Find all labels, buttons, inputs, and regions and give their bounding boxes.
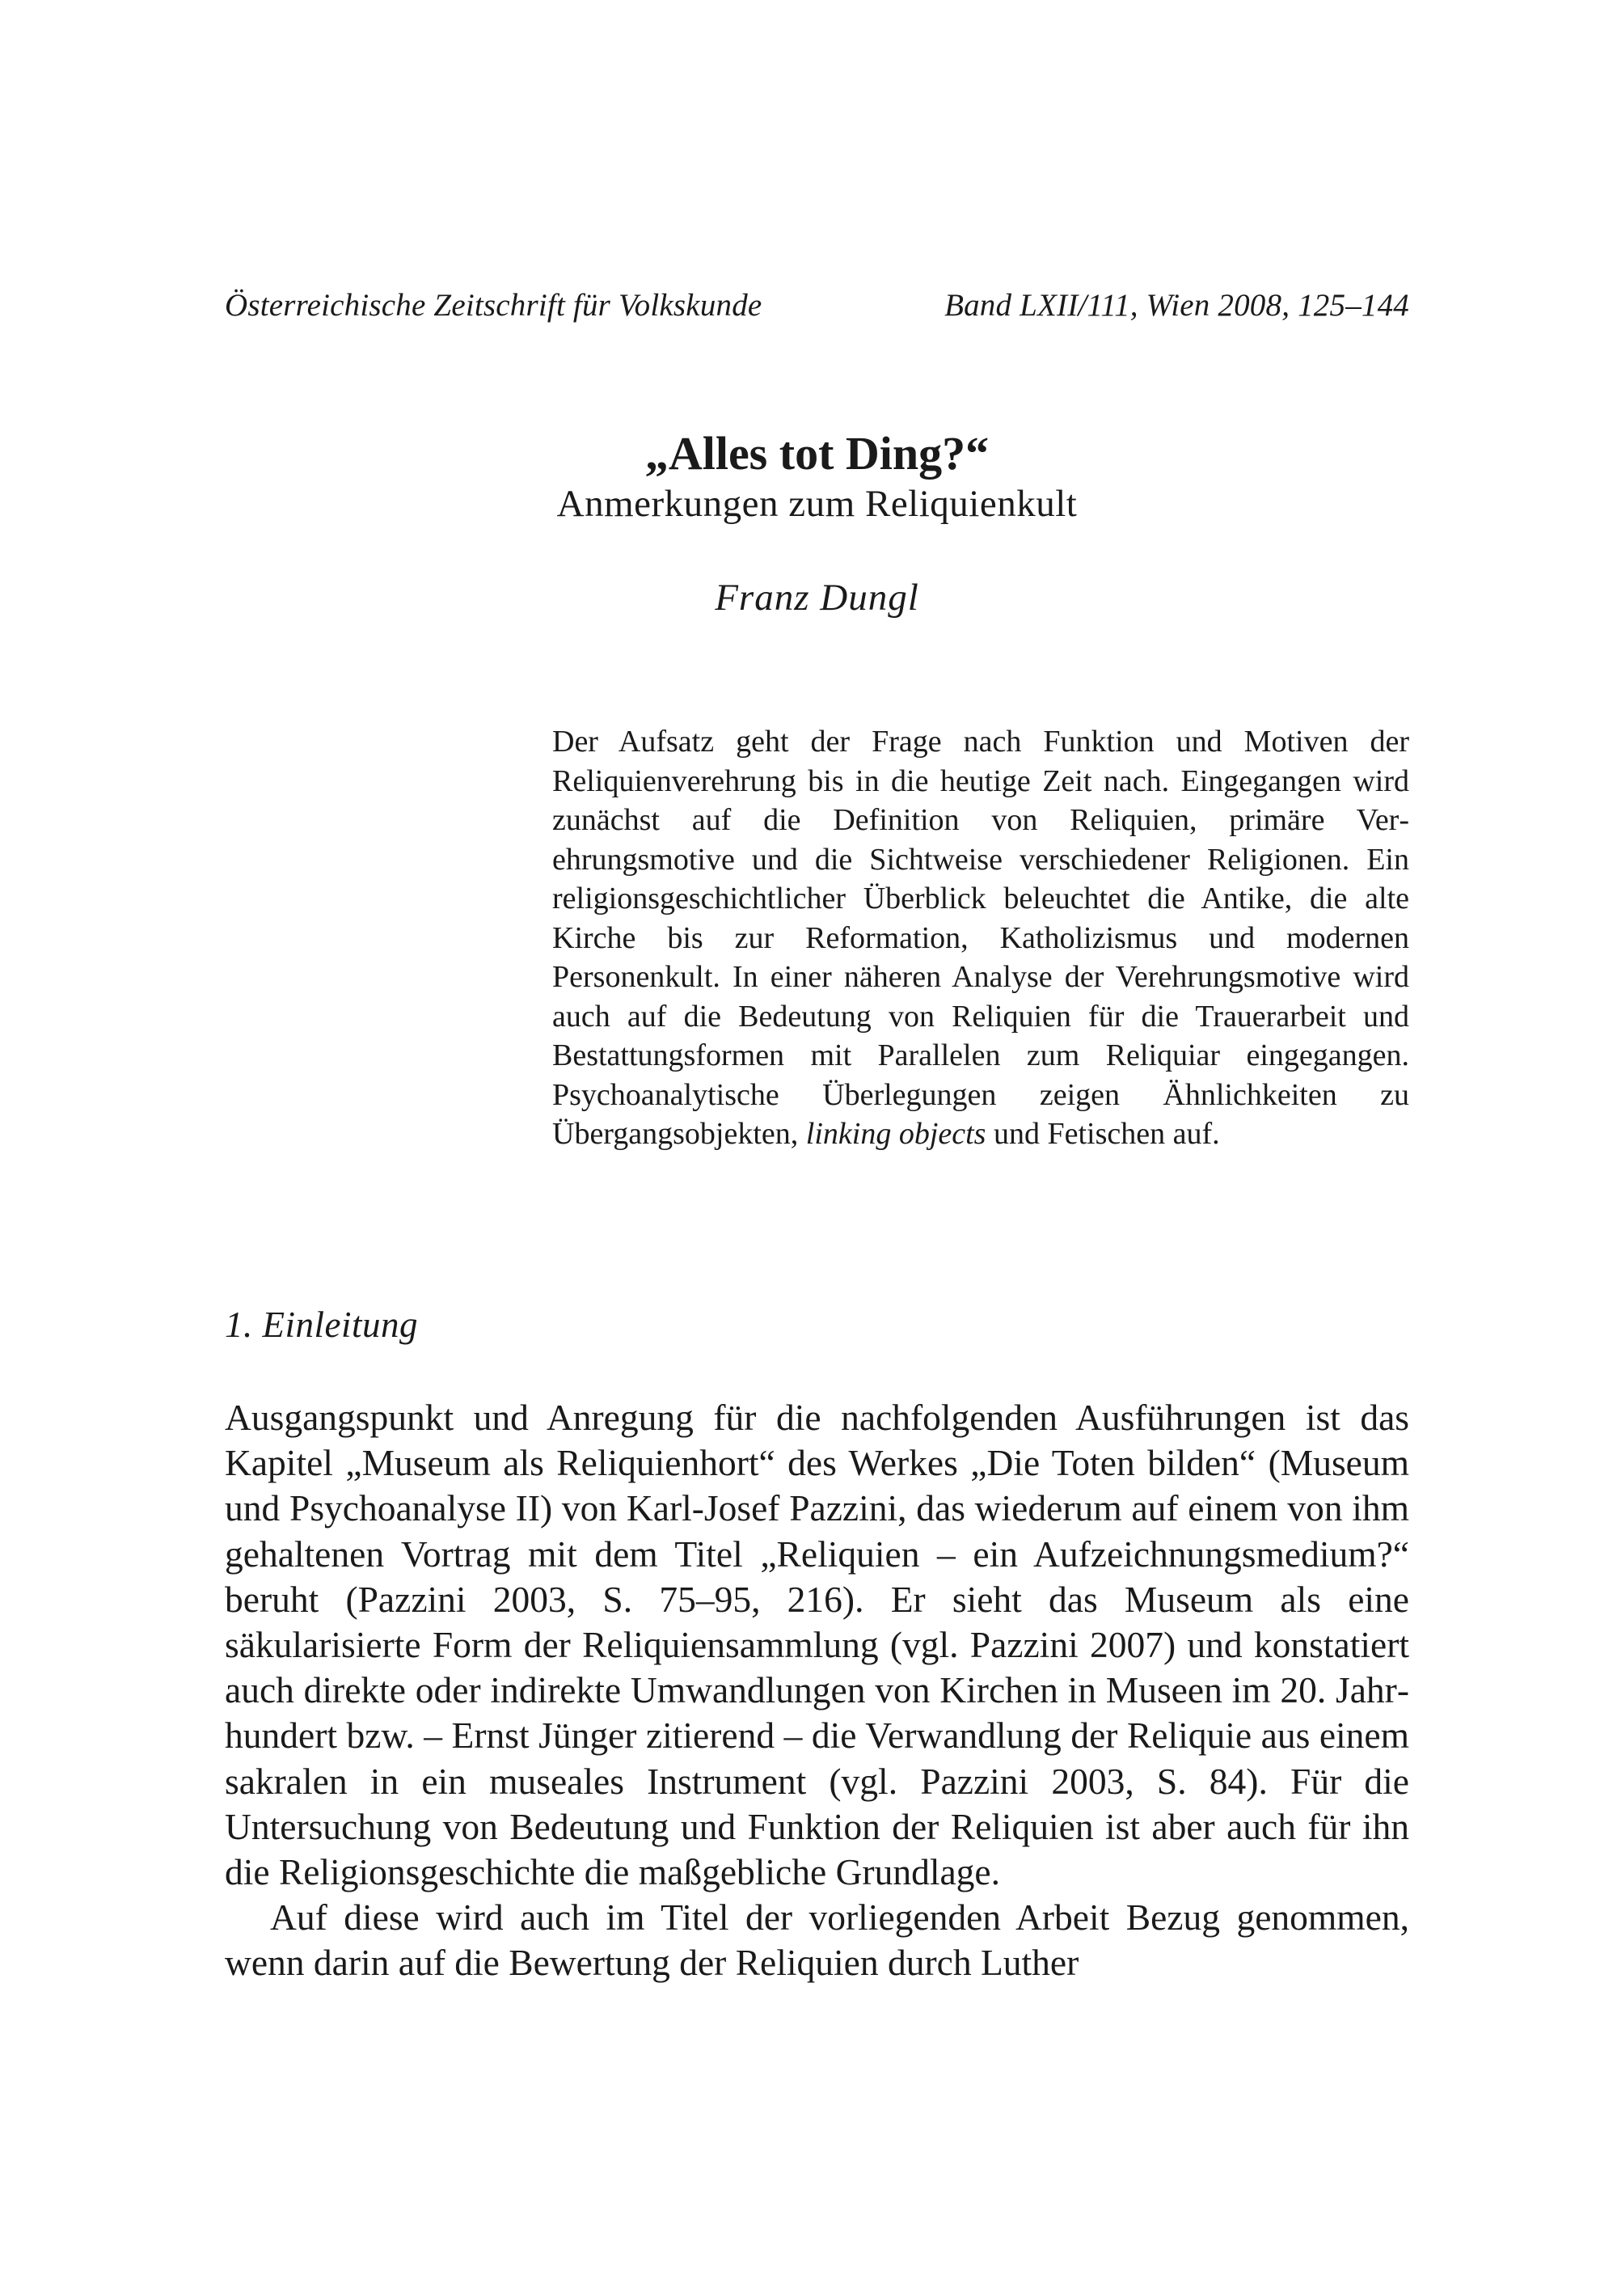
title-block — [225, 427, 1409, 527]
section-heading: 1. Einleitung — [225, 1304, 418, 1345]
abstract-paragraph — [552, 722, 1409, 1154]
abstract-text: Der Aufsatz geht der Frage nach Funktion und Motiven der Reliquienverehrung bis in die heutige Zeit nach. Eingegangen wird zunächst auf die Definition von Reliquien, primäre Verehrungsmotive und die Sichtweise verschiedener Religionen. Ein religionsgeschichtlicher Überblick beleuchtet die Antike, die alte Kirche bis zur Reformation, Katholizismus und modernen Personenkult. In einer näheren Analyse der Verehrungsmotive wird auch auf die Bedeutung von Reliquien für die Trauerarbeit und Bestattungsformen mit Parallelen zum Reliquiar eingegangen. Psychoanalytische Überlegungen zeigen Ähnlichkeiten zu Übergangsobjekten, — [552, 725, 1409, 1151]
body-paragraph: Auf diese wird auch im Titel der vorliegenden Arbeit Bezug genommen, wenn darin auf die Bewertung der Reliquien durch Luther — [225, 1896, 1409, 1984]
volume-info: Band LXII/111, Wien 2008, 125–144 — [944, 288, 1409, 323]
running-head — [225, 287, 1409, 323]
abstract-italic-term: linking objects — [805, 1117, 986, 1151]
article-title: „Alles tot Ding?“ — [644, 427, 990, 480]
journal-name: Österreichische Zeitschrift für Volkskunde — [225, 288, 762, 323]
abstract-text-end: und Fetischen auf. — [986, 1117, 1220, 1151]
body-text — [225, 1395, 1409, 1986]
abstract — [552, 722, 1409, 1154]
author-name: Franz Dungl — [715, 577, 919, 619]
body-paragraph: Ausgangspunkt und Anregung für die nachfolgenden Ausführungen ist das Kapitel „Museum als Reliquienhort“ des Werkes „Die Toten bilden“ (Museum und Psychoanalyse II) von Karl-Josef Pazzini, das wiederum auf einem von ihm gehaltenen Vortrag mit dem Titel „Reliquien – ein Aufzeichnungsmedium?“ beruht (Pazzini 2003, S. 75–95, 216). Er sieht das Museum als eine säkularisierte Form der Reliquiensammlung (vgl. Pazzini 2007) und konstatiert auch direkte oder indirekte Umwandlungen von Kirchen in Museen im 20. Jahrhundert bzw. – Ernst Jünger zitierend – die Verwandlung der Reliquie aus einem sakralen in ein museales Instrument (vgl. Pazzini 2003, S. 84). Für die Untersuchung von Bedeutung und Funktion der Reliquien ist aber auch für ihn die Religionsgeschichte die maßgebliche Grundlage. — [225, 1397, 1409, 1893]
article-subtitle: Anmerkungen zum Reliquienkult — [556, 483, 1078, 525]
